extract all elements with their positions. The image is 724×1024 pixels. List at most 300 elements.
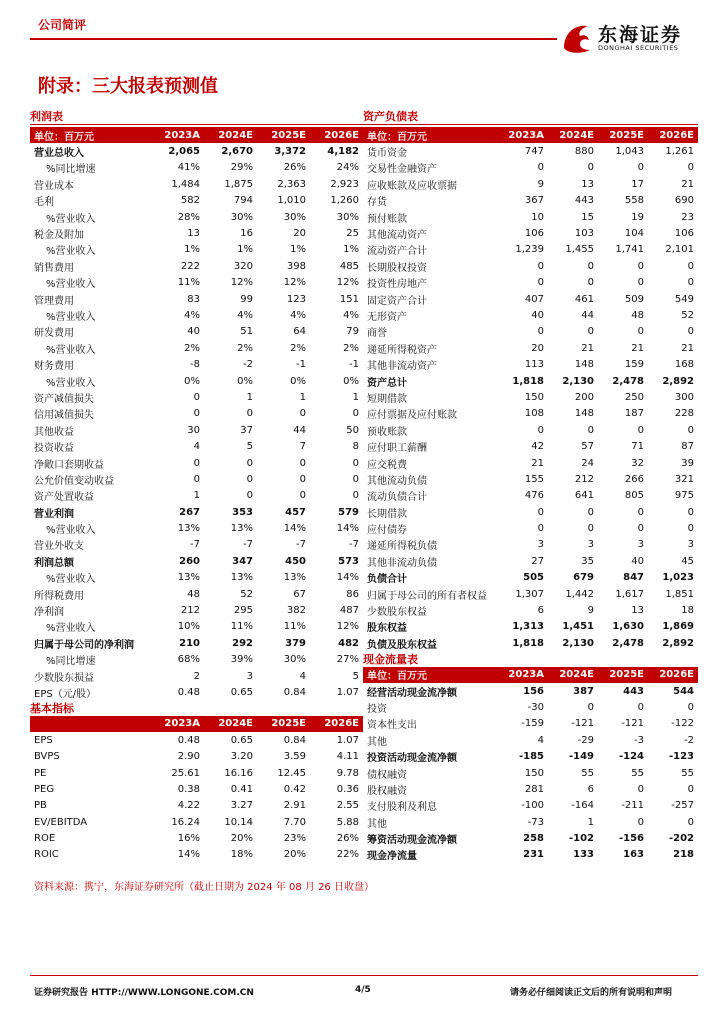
footer-disclaimer: 请务必仔细阅读正文后的所有说明和声明 [510, 988, 673, 998]
row-label: 负债合计 [367, 574, 407, 586]
row-value: 353 [232, 506, 253, 518]
table-row [30, 373, 363, 389]
row-value: 68% [177, 654, 200, 666]
row-value: 104 [624, 228, 644, 240]
row-value: 0 [587, 326, 594, 338]
row-value: 151 [339, 293, 359, 305]
row-value: 4% [290, 309, 306, 321]
table-row [30, 586, 363, 602]
row-value: 2% [290, 342, 306, 354]
row-value: 30% [283, 211, 306, 223]
table-row [363, 242, 698, 258]
row-value: -124 [618, 751, 644, 763]
row-value: 13 [187, 228, 200, 240]
row-value: 250 [624, 391, 644, 403]
row-value: 679 [573, 572, 594, 584]
row-value: 9 [587, 605, 594, 617]
row-value: -2 [684, 734, 694, 746]
row-value: 549 [674, 293, 694, 305]
row-value: 35 [581, 555, 594, 567]
table-row [30, 356, 363, 372]
row-value: 1% [184, 244, 200, 256]
row-value: 14% [283, 523, 306, 535]
row-value: 1,010 [277, 195, 306, 207]
row-value: 0 [299, 408, 306, 420]
row-value: 231 [523, 849, 544, 861]
row-value: 0 [537, 523, 544, 535]
row-value: 485 [339, 260, 359, 272]
row-label: 其他收益 [34, 426, 74, 438]
row-label: PEG [34, 783, 55, 795]
row-value: 1,023 [662, 572, 694, 584]
row-value: 1% [343, 244, 359, 256]
table-row [363, 225, 698, 241]
table-row [363, 193, 698, 209]
row-value: 222 [180, 260, 200, 272]
column-header: 单位：百万元 [363, 667, 498, 683]
row-value: 0 [537, 424, 544, 436]
row-value: 0 [193, 473, 200, 485]
table-row [30, 225, 363, 241]
row-value: 13% [230, 572, 253, 584]
row-value: 0% [343, 375, 359, 387]
row-label: 营业利润 [34, 508, 74, 520]
row-value: 5 [246, 441, 253, 453]
cashflow-title: 现金流量表 [363, 652, 418, 666]
row-label: 销售费用 [34, 262, 74, 274]
row-label: 长期借款 [367, 508, 407, 520]
row-value: 26% [336, 833, 359, 845]
balance-sheet-title: 资产负债表 [363, 110, 698, 125]
table-row [30, 798, 363, 814]
row-value: 509 [624, 293, 644, 305]
row-value: 4% [343, 309, 359, 321]
row-value: 27 [531, 555, 544, 567]
row-value: 13 [581, 178, 594, 190]
table-row [30, 732, 363, 748]
row-value: 228 [674, 408, 694, 420]
footer-rule [30, 975, 698, 976]
row-value: 83 [187, 293, 200, 305]
table-row [363, 830, 698, 846]
row-value: 747 [524, 146, 544, 158]
row-value: 28% [177, 211, 200, 223]
row-value: 2,670 [221, 146, 253, 158]
row-value: 1% [290, 244, 306, 256]
row-value: 457 [285, 506, 306, 518]
row-label: 股东权益 [367, 623, 407, 635]
row-value: 2,363 [277, 178, 306, 190]
row-value: 1 [299, 391, 306, 403]
row-value: 267 [179, 506, 200, 518]
row-label: 利润总额 [34, 557, 74, 569]
row-value: -29 [577, 734, 594, 746]
row-value: 86 [346, 588, 359, 600]
row-value: 1 [587, 816, 594, 828]
row-value: 4 [299, 670, 306, 682]
row-value: 64 [293, 326, 306, 338]
row-value: 0 [537, 326, 544, 338]
row-label: 归属于母公司的净利润 [34, 639, 134, 651]
row-value: 2% [237, 342, 253, 354]
row-value: 0 [246, 473, 253, 485]
row-value: 0 [352, 473, 359, 485]
table-row [363, 553, 698, 569]
row-value: 103 [574, 228, 594, 240]
row-value: 1.07 [336, 734, 359, 746]
row-value: 0.84 [283, 734, 306, 746]
row-value: 2,892 [662, 637, 694, 649]
row-value: 16 [240, 228, 253, 240]
row-label: 流动负债合计 [367, 492, 427, 504]
row-value: 39% [230, 654, 253, 666]
row-value: -164 [571, 800, 594, 812]
row-value: 52 [240, 588, 253, 600]
row-label: 财务费用 [34, 361, 74, 373]
column-header: 2024E [548, 127, 598, 143]
row-value: 21 [581, 342, 594, 354]
row-label: PE [34, 767, 47, 779]
table-row [363, 258, 698, 274]
row-value: 1,451 [562, 621, 594, 633]
row-value: -7 [243, 539, 253, 551]
row-value: 558 [624, 195, 644, 207]
table-row [30, 143, 363, 159]
table-row [363, 406, 698, 422]
row-value: 27% [336, 654, 359, 666]
row-value: 0 [637, 277, 644, 289]
table-row [363, 176, 698, 192]
row-value: 218 [673, 849, 694, 861]
row-value: 40 [187, 326, 200, 338]
row-value: 0 [637, 523, 644, 535]
table-header-row [30, 127, 363, 143]
row-value: 3 [537, 539, 544, 551]
table-row [30, 619, 363, 635]
row-value: 0 [537, 506, 544, 518]
row-value: 4% [237, 309, 253, 321]
column-header: 2026E [648, 667, 698, 683]
column-header: 2023A [498, 667, 548, 683]
row-value: 0 [637, 260, 644, 272]
row-label: 递延所得税负债 [367, 541, 437, 553]
row-value: 44 [581, 309, 594, 321]
row-value: 794 [233, 195, 253, 207]
row-label: 其他非流动负债 [367, 557, 437, 569]
row-value: 0.84 [283, 686, 306, 698]
table-row [363, 389, 698, 405]
table-row [30, 652, 363, 668]
row-value: 11% [177, 277, 200, 289]
row-value: 2.91 [283, 800, 306, 812]
row-value: -122 [671, 718, 694, 730]
row-value: 0 [193, 391, 200, 403]
row-label: EPS（元/股） [34, 688, 97, 700]
row-label: %营业收入 [46, 525, 96, 537]
row-label: 应付债券 [367, 525, 407, 537]
row-value: 24% [336, 162, 359, 174]
row-label: 公允价值变动收益 [34, 475, 114, 487]
footer-page-number: 4/5 [355, 985, 371, 995]
row-label: 商誉 [367, 328, 387, 340]
row-value: -7 [190, 539, 200, 551]
row-value: 67 [293, 588, 306, 600]
row-value: 12% [230, 277, 253, 289]
row-label: 所得税费用 [34, 590, 84, 602]
row-value: 690 [674, 195, 694, 207]
row-label: 长期股权投资 [367, 262, 427, 274]
row-value: 0 [637, 506, 644, 518]
table-row [363, 586, 698, 602]
data-source-note: 资料来源：携宁，东海证券研究所（截止日期为 2024 年 08 月 26 日收盘） [34, 882, 374, 893]
row-label: 其他流动负债 [367, 475, 427, 487]
table-row [363, 602, 698, 618]
row-value: 450 [285, 555, 306, 567]
row-value: 4.11 [336, 751, 359, 763]
row-value: 0.48 [177, 686, 200, 698]
table-row [30, 488, 363, 504]
row-value: 57 [581, 441, 594, 453]
table-row [30, 406, 363, 422]
table-row [30, 847, 363, 863]
income-statement-table [30, 127, 363, 701]
column-header: 2024E [548, 667, 598, 683]
row-value: 482 [338, 637, 359, 649]
row-label: 净敞口套期收益 [34, 459, 104, 471]
row-value: -202 [668, 833, 694, 845]
column-header: 2025E [257, 716, 310, 732]
row-value: 21 [531, 457, 544, 469]
table-row [363, 765, 698, 781]
row-value: 13% [177, 523, 200, 535]
row-value: 1,239 [515, 244, 544, 256]
row-value: 4 [193, 441, 200, 453]
row-value: 281 [524, 783, 544, 795]
row-value: 168 [674, 359, 694, 371]
row-value: 48 [187, 588, 200, 600]
row-value: 443 [623, 685, 644, 697]
row-value: 50 [346, 424, 359, 436]
row-value: 579 [338, 506, 359, 518]
row-value: 30% [230, 211, 253, 223]
row-value: 321 [674, 473, 694, 485]
row-value: 407 [524, 293, 544, 305]
row-value: 23% [283, 833, 306, 845]
row-label: 短期借款 [367, 393, 407, 405]
row-value: 29% [230, 162, 253, 174]
table-row [30, 389, 363, 405]
table-row [30, 635, 363, 651]
row-value: 3.59 [283, 751, 306, 763]
row-value: 0 [687, 162, 694, 174]
page-title: 附录：三大报表预测值 [38, 76, 218, 97]
table-row [363, 324, 698, 340]
row-value: 582 [180, 195, 200, 207]
table-row [30, 193, 363, 209]
row-value: 258 [523, 833, 544, 845]
row-value: 3 [687, 539, 694, 551]
row-value: 5.88 [336, 816, 359, 828]
row-label: 预付账款 [367, 213, 407, 225]
row-value: 13% [230, 523, 253, 535]
row-label: 预收账款 [367, 426, 407, 438]
row-label: BVPS [34, 751, 60, 763]
table-row [363, 699, 698, 715]
table-row [363, 488, 698, 504]
row-value: 55 [681, 767, 694, 779]
row-value: -257 [671, 800, 694, 812]
row-value: 16% [177, 833, 200, 845]
cashflow-table [363, 667, 698, 864]
table-row [363, 438, 698, 454]
row-label: 营业外收支 [34, 541, 84, 553]
row-value: 148 [574, 359, 594, 371]
row-label: 营业成本 [34, 180, 74, 192]
row-value: 0 [687, 277, 694, 289]
row-value: 0 [587, 506, 594, 518]
row-value: 573 [338, 555, 359, 567]
table-row [363, 798, 698, 814]
row-value: 0 [352, 408, 359, 420]
row-value: 487 [339, 605, 359, 617]
row-value: 0 [299, 490, 306, 502]
row-value: 123 [286, 293, 306, 305]
row-value: 0 [246, 490, 253, 502]
row-value: 39 [681, 457, 694, 469]
row-value: 2% [343, 342, 359, 354]
row-value: 133 [573, 849, 594, 861]
header-rule [30, 38, 557, 40]
row-value: 2,923 [330, 178, 359, 190]
row-value: 1,818 [512, 375, 544, 387]
row-value: 1,617 [615, 588, 644, 600]
row-label: 经营活动现金流净额 [367, 687, 457, 699]
row-label: EPS [34, 734, 53, 746]
row-value: -3 [634, 734, 644, 746]
row-label: 投资性房地产 [367, 279, 427, 291]
row-value: -2 [243, 359, 253, 371]
table-row [30, 209, 363, 225]
row-value: 0.48 [177, 734, 200, 746]
row-label: 少数股东权益 [367, 607, 427, 619]
row-value: 52 [681, 309, 694, 321]
row-value: 880 [574, 146, 594, 158]
table-row [30, 765, 363, 781]
row-value: -102 [568, 833, 594, 845]
row-value: -100 [521, 800, 544, 812]
row-value: 1,455 [565, 244, 594, 256]
row-value: 2,892 [662, 375, 694, 387]
row-value: 0 [193, 408, 200, 420]
row-value: 0 [637, 424, 644, 436]
row-value: 87 [681, 441, 694, 453]
table-row [363, 504, 698, 520]
row-value: -73 [527, 816, 544, 828]
row-label: 应付票据及应付账款 [367, 410, 457, 422]
row-value: 148 [574, 408, 594, 420]
table-row [30, 438, 363, 454]
row-value: 1,875 [224, 178, 253, 190]
table-row [363, 570, 698, 586]
row-label: 信用减值损失 [34, 410, 94, 422]
row-value: 7 [299, 441, 306, 453]
table-row [30, 242, 363, 258]
table-row [30, 668, 363, 684]
row-value: 0 [537, 162, 544, 174]
table-row [30, 748, 363, 764]
table-row [363, 340, 698, 356]
row-value: -121 [571, 718, 594, 730]
row-value: 159 [624, 359, 644, 371]
table-row [363, 732, 698, 748]
row-label: %营业收入 [46, 623, 96, 635]
row-value: 0 [587, 424, 594, 436]
indicators-title: 基本指标 [30, 701, 74, 715]
row-value: 398 [286, 260, 306, 272]
row-value: 79 [346, 326, 359, 338]
column-header: 2026E [310, 127, 363, 143]
row-value: 15 [581, 211, 594, 223]
row-value: 9.78 [336, 767, 359, 779]
row-value: 1,043 [615, 146, 644, 158]
row-value: 10 [531, 211, 544, 223]
row-value: 44 [293, 424, 306, 436]
row-value: 292 [232, 637, 253, 649]
row-label: 递延所得税资产 [367, 344, 437, 356]
row-label: 其他 [367, 818, 387, 830]
row-value: 20 [293, 228, 306, 240]
row-value: 1,818 [512, 637, 544, 649]
row-label: 研发费用 [34, 328, 74, 340]
row-value: 0 [687, 326, 694, 338]
row-value: 1.07 [336, 686, 359, 698]
row-label: ROIC [34, 849, 59, 861]
row-value: 367 [524, 195, 544, 207]
row-value: -149 [568, 751, 594, 763]
row-value: 10.14 [224, 816, 253, 828]
column-header: 2023A [151, 716, 204, 732]
row-value: 320 [233, 260, 253, 272]
row-value: 544 [673, 685, 694, 697]
row-value: -30 [527, 701, 544, 713]
row-value: 975 [674, 490, 694, 502]
table-row [30, 160, 363, 176]
row-value: 20% [283, 849, 306, 861]
table-row [363, 683, 698, 699]
row-value: -185 [518, 751, 544, 763]
row-value: 37 [240, 424, 253, 436]
row-value: 2,478 [612, 375, 644, 387]
row-value: 0 [687, 523, 694, 535]
row-value: 11% [283, 621, 306, 633]
row-value: 3 [587, 539, 594, 551]
row-value: 212 [180, 605, 200, 617]
row-label: 其他流动资产 [367, 230, 427, 242]
row-value: 1,741 [615, 244, 644, 256]
row-label: 债权融资 [367, 769, 407, 781]
row-value: 16.16 [224, 767, 253, 779]
row-label: 交易性金融资产 [367, 164, 437, 176]
row-value: 3,372 [274, 146, 306, 158]
row-value: 155 [524, 473, 544, 485]
row-value: 2,130 [562, 375, 594, 387]
column-header: 2026E [310, 716, 363, 732]
table-row [30, 520, 363, 536]
row-value: 187 [624, 408, 644, 420]
row-value: 0 [687, 816, 694, 828]
table-row [30, 307, 363, 323]
row-value: 12% [336, 277, 359, 289]
